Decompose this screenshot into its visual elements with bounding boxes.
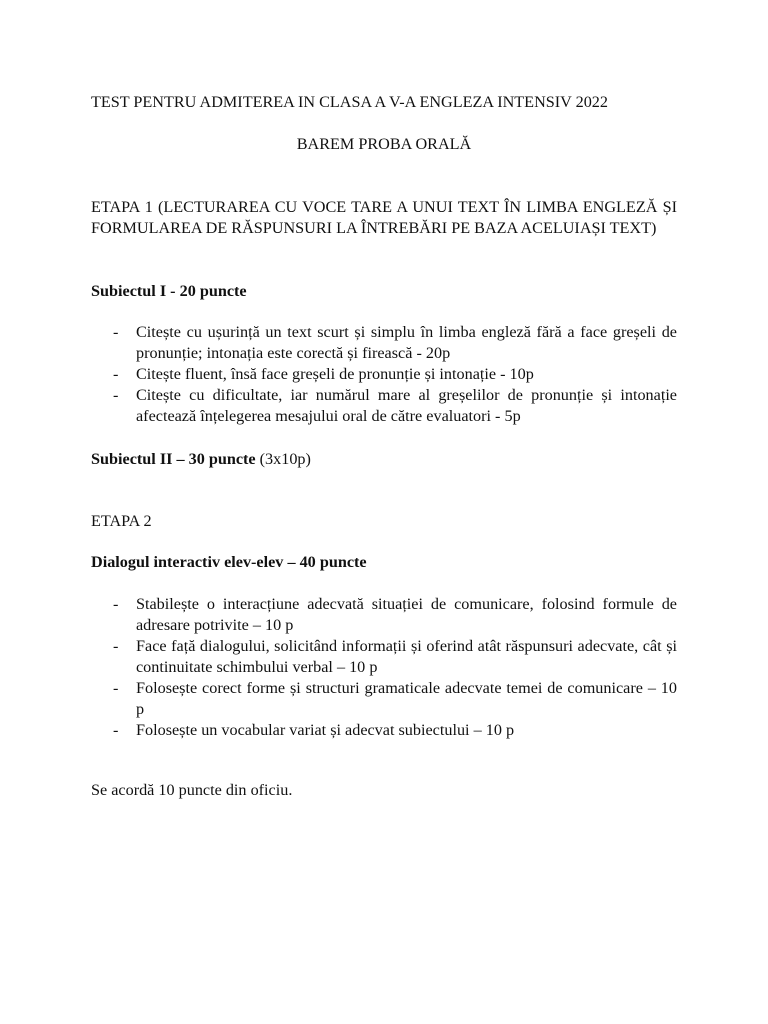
dialogue-title: Dialogul interactiv elev-elev – 40 puncte	[91, 553, 367, 571]
list-item: - Folosește un vocabular variat și adecvat subiectului – 10 p	[91, 720, 677, 741]
subject1-title: Subiectul I - 20 puncte	[91, 282, 247, 300]
subject2-line	[91, 449, 677, 470]
stage2-heading: ETAPA 2	[91, 512, 152, 530]
dialogue-criteria-list	[91, 594, 677, 741]
footer-note: Se acordă 10 puncte din oficiu.	[91, 781, 293, 799]
list-item: - Stabilește o interacțiune adecvată situației de comunicare, folosind formule de adresare potrivite – 10 p	[91, 594, 677, 636]
list-item: - Folosește corect forme și structuri gramaticale adecvate temei de comunicare – 10 p	[91, 678, 677, 720]
list-item: - Citește cu dificultate, iar numărul mare al greșelilor de pronunție și intonație afectează înțelegerea mesajului oral de către evaluatori - 5p	[91, 385, 677, 427]
document-title: TEST PENTRU ADMITEREA IN CLASA A V-A ENGLEZA INTENSIV 2022	[91, 93, 608, 111]
document-subtitle: BAREM PROBA ORALĂ	[296, 135, 472, 153]
subject1-criteria-list	[91, 322, 677, 427]
list-item: - Citește fluent, însă face greșeli de pronunție și intonație - 10p	[91, 364, 677, 385]
subject2-title: Subiectul II – 30 puncte	[91, 450, 256, 468]
list-item: - Face față dialogului, solicitând informații și oferind atât răspunsuri adecvate, cât și continuitate schimbului verbal – 10 p	[91, 636, 677, 678]
subject2-note: (3x10p)	[259, 450, 311, 468]
list-item: - Citește cu ușurință un text scurt și simplu în limba engleză fără a face greșeli de pronunție; intonația este corectă și firească - 20p	[91, 322, 677, 364]
stage1-heading: ETAPA 1 (LECTURAREA CU VOCE TARE A UNUI TEXT ÎN LIMBA ENGLEZĂ ȘI FORMULAREA DE RĂSPUNSURI LA ÎNTREBĂRI PE BAZA ACELUIAȘI TEXT)	[91, 198, 677, 237]
